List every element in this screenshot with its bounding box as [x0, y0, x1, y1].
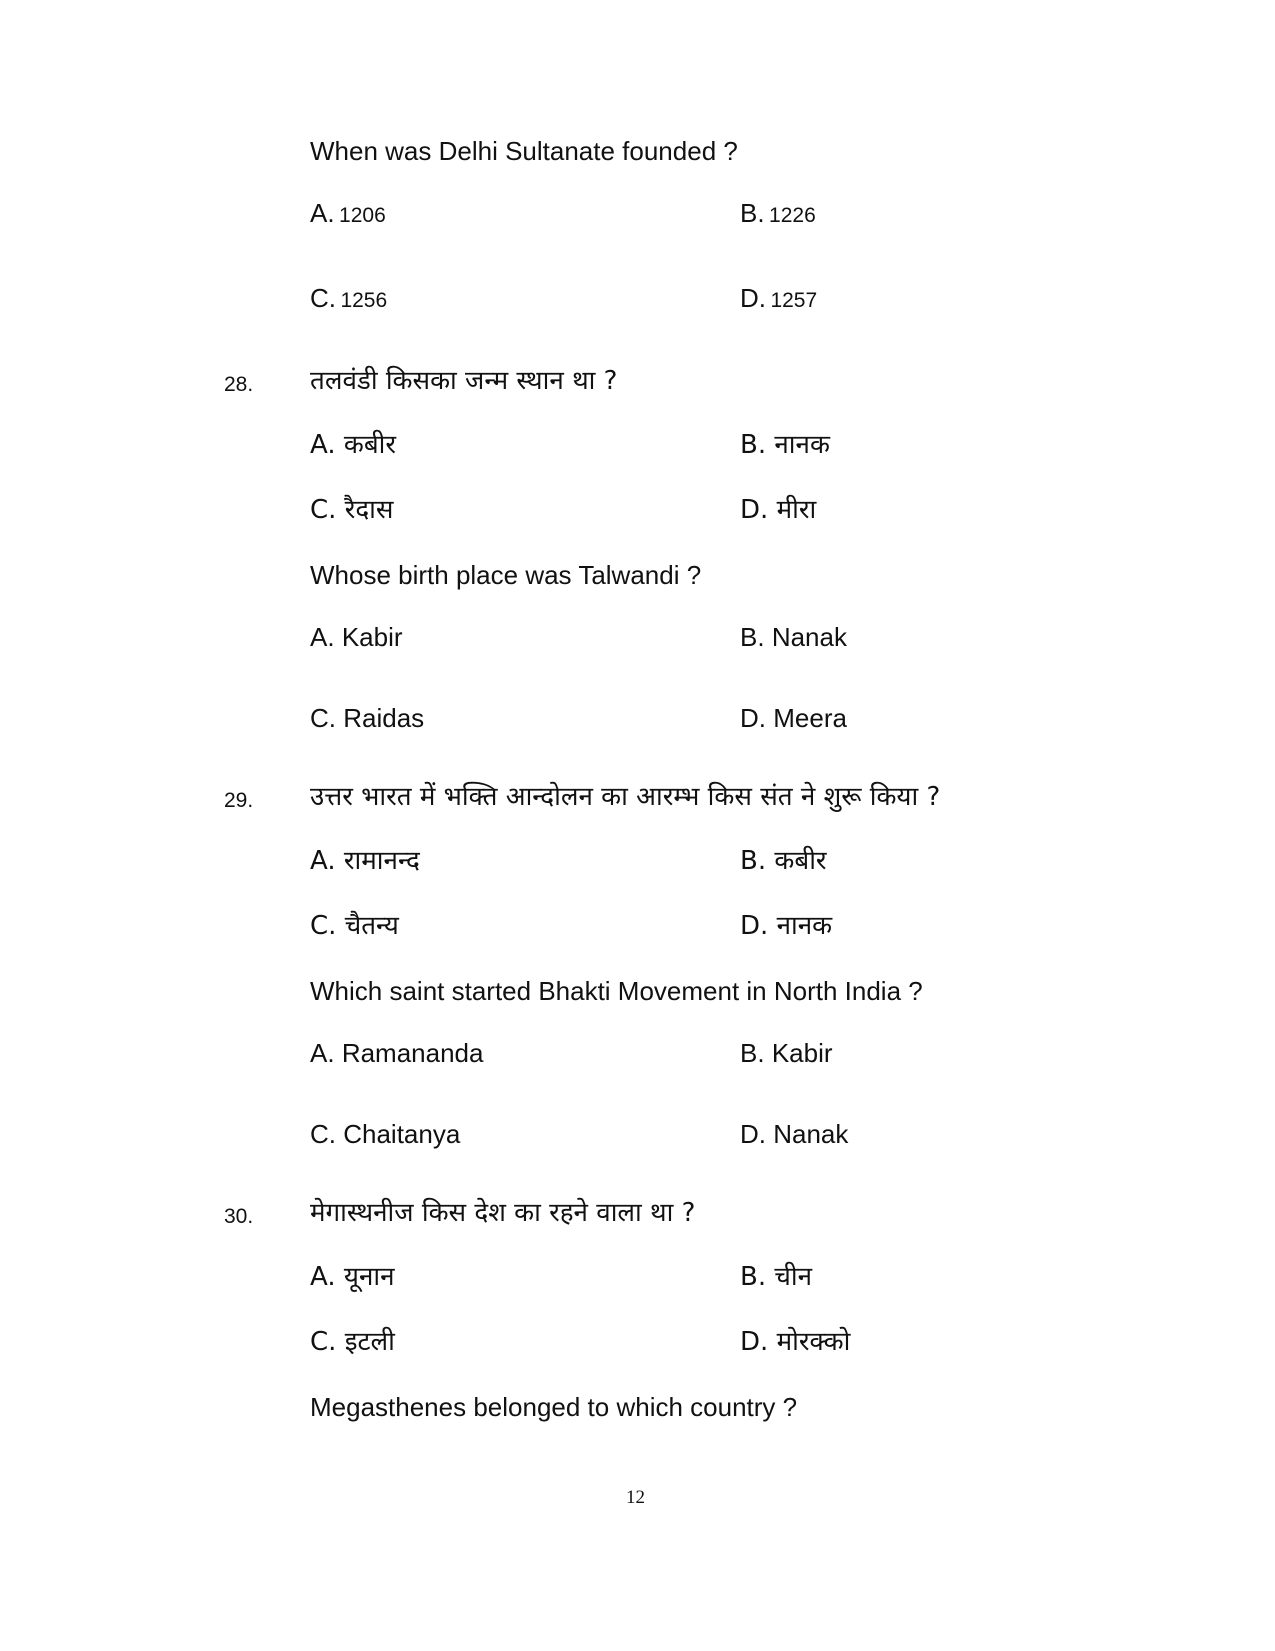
option-letter: A.: [310, 430, 336, 460]
q28-number: 28.: [224, 373, 254, 396]
q29-en-option-b: [740, 1040, 833, 1066]
q30-question-hi: मेगास्थनीज किस देश का रहने वाला था ?: [310, 1198, 696, 1228]
q28-question-en: Whose birth place was Talwandi ?: [310, 560, 702, 590]
option-letter: A.: [310, 1038, 335, 1068]
option-letter: D.: [740, 1327, 769, 1357]
q27-question-en: When was Delhi Sultanate founded ?: [310, 136, 738, 166]
q28-hi-option-a: [310, 432, 396, 458]
option-letter: A.: [310, 198, 335, 228]
q27-option-d: [740, 285, 817, 311]
option-text: रैदास: [344, 495, 394, 525]
q28-hi-option-c: [310, 497, 393, 523]
q29-question-en: Which saint started Bhakti Movement in North India ?: [310, 976, 923, 1006]
option-letter: B.: [740, 430, 767, 460]
q28-en-option-b: [740, 624, 847, 650]
q30-question-en: Megasthenes belonged to which country ?: [310, 1392, 798, 1422]
option-letter: D.: [740, 703, 766, 733]
option-text: Kabir: [341, 622, 403, 652]
q29-question-hi: उत्तर भारत में भक्ति आन्दोलन का आरम्भ किस संत ने शुरू किया ?: [310, 782, 941, 812]
q29-hi-option-d: [740, 913, 832, 939]
page-number: 12: [626, 1487, 645, 1508]
q29-hi-option-c: [310, 913, 399, 939]
option-letter: B.: [740, 846, 767, 876]
option-text: चैतन्य: [344, 911, 399, 941]
option-letter: C.: [310, 911, 337, 941]
q28-en-option-d: [740, 705, 847, 731]
option-letter: C.: [310, 1119, 336, 1149]
option-letter: D.: [740, 911, 769, 941]
option-letter: B.: [740, 198, 765, 228]
q28-hi-option-d: [740, 497, 816, 523]
q28-hi-option-b: [740, 432, 830, 458]
q27-option-b: [740, 200, 816, 226]
q30-hi-option-a: [310, 1264, 395, 1290]
q29-hi-option-a: [310, 848, 420, 874]
q29-en-option-a: [310, 1040, 483, 1066]
q30-hi-option-b: [740, 1264, 812, 1290]
option-text: नानक: [776, 911, 833, 941]
option-text: चीन: [774, 1262, 813, 1292]
option-letter: C.: [310, 1327, 337, 1357]
option-text: 1206: [339, 204, 386, 227]
option-letter: A.: [310, 846, 336, 876]
option-text: Ramananda: [341, 1038, 484, 1068]
q30-number: 30.: [224, 1205, 254, 1228]
option-letter: D.: [740, 283, 766, 313]
q29-en-option-c: [310, 1121, 460, 1147]
option-letter: A.: [310, 622, 335, 652]
option-text: कबीर: [774, 846, 827, 876]
q30-hi-option-c: [310, 1329, 395, 1355]
option-letter: B.: [740, 622, 765, 652]
q27-option-c: [310, 285, 387, 311]
option-text: Chaitanya: [343, 1119, 461, 1149]
option-letter: B.: [740, 1038, 765, 1068]
option-text: मोरक्को: [776, 1327, 851, 1357]
option-text: 1257: [770, 289, 818, 312]
option-letter: A.: [310, 1262, 336, 1292]
option-text: Nanak: [773, 1119, 849, 1149]
q28-en-option-a: [310, 624, 403, 650]
option-text: Meera: [773, 703, 847, 733]
q29-en-option-d: [740, 1121, 848, 1147]
option-letter: D.: [740, 495, 769, 525]
option-text: Raidas: [343, 703, 425, 733]
option-text: Kabir: [771, 1038, 833, 1068]
option-text: मीरा: [776, 495, 817, 525]
q28-en-option-c: [310, 705, 424, 731]
option-text: यूनान: [343, 1262, 395, 1292]
option-letter: C.: [310, 283, 336, 313]
option-text: 1256: [340, 289, 388, 312]
option-text: Nanak: [771, 622, 847, 652]
option-text: नानक: [774, 430, 830, 460]
q28-question-hi: तलवंडी किसका जन्म स्थान था ?: [310, 366, 618, 396]
option-letter: D.: [740, 1119, 766, 1149]
q29-hi-option-b: [740, 848, 827, 874]
option-letter: B.: [740, 1262, 767, 1292]
q29-number: 29.: [224, 789, 254, 812]
q27-option-a: [310, 200, 386, 226]
q30-hi-option-d: [740, 1329, 850, 1355]
option-text: रामानन्द: [343, 846, 420, 876]
option-letter: C.: [310, 703, 336, 733]
option-text: कबीर: [343, 430, 397, 460]
option-text: इटली: [344, 1327, 395, 1357]
option-text: 1226: [769, 204, 816, 227]
option-letter: C.: [310, 495, 337, 525]
